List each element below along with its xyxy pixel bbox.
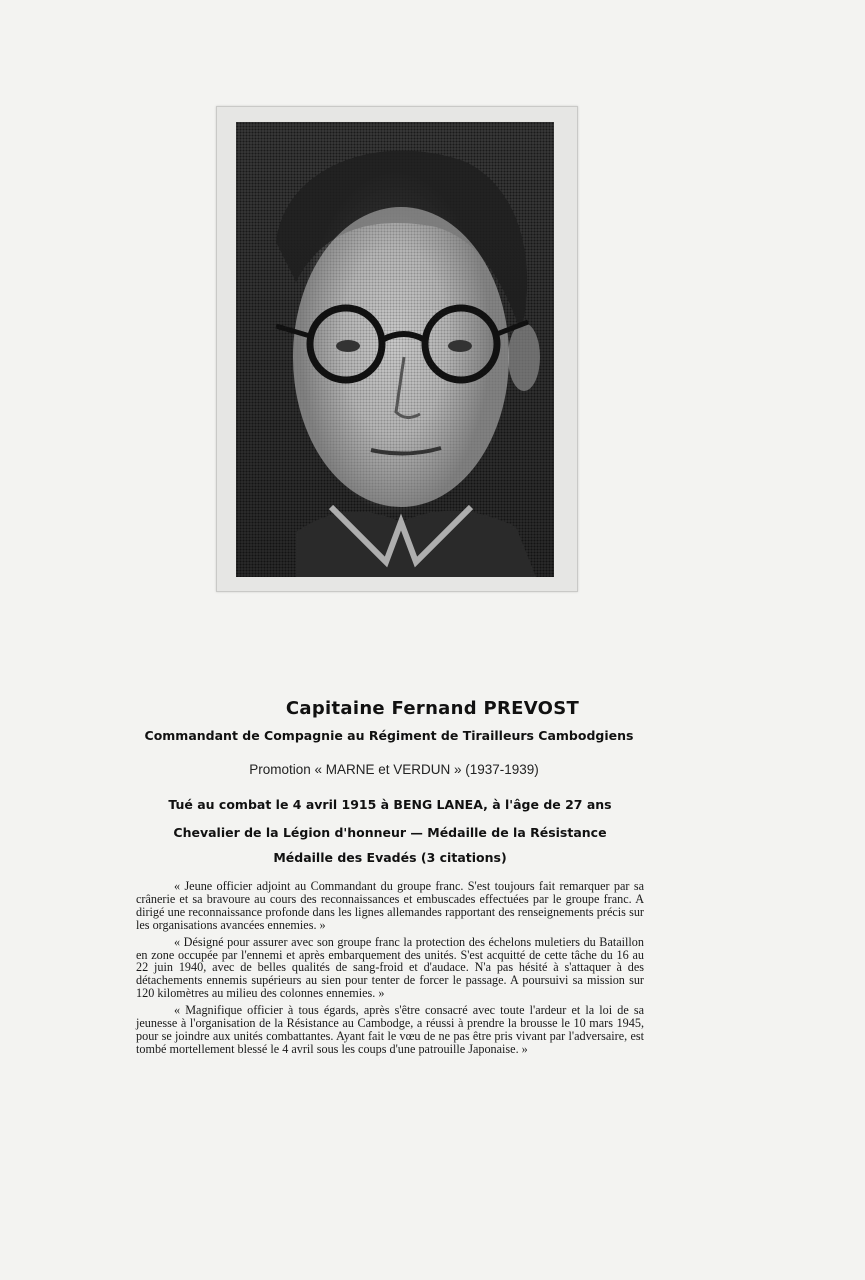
- honors-line: Chevalier de la Légion d'honneur — Médaille de la Résistance: [173, 825, 607, 840]
- citation-paragraph: « Désigné pour assurer avec son groupe franc la protection des échelons muletiers du Bataillon en zone occupée par l'ennemi et après embarquement des unités. S'est acquitté de cette tâche du 16 au 22 juin 1940, avec de belles qualités de sang-froid et d'audace. N'a pas hésité à s'attaquer à des détachements ennemis supérieurs au sien pour tenter de forcer le passage. A poursuivi sa mission sur 120 kilomètres au milieu des colonnes ennemies. »: [136, 934, 644, 1001]
- portrait-photo: [236, 122, 554, 577]
- page-title: Capitaine Fernand PREVOST: [285, 698, 580, 719]
- citation-paragraph: « Jeune officier adjoint au Commandant du groupe franc. S'est toujours fait remarquer par sa crânerie et sa bravoure au cours des reconnaissances et embuscades effectuées par le groupe franc. A dirigé une reconnaissance profonde dans les lignes allemandes rapportant des renseignements précis sur les organisations avancées ennemies. »: [136, 879, 644, 932]
- rank-subtitle: Commandant de Compagnie au Régiment de Tirailleurs Cambodgiens: [144, 728, 634, 743]
- death-line: Tué au combat le 4 avril 1915 à BENG LANEA, à l'âge de 27 ans: [168, 797, 612, 812]
- citations-block: [136, 880, 644, 1060]
- citation-paragraph: « Magnifique officier à tous égards, après s'être consacré avec toute l'ardeur et la loi de sa jeunesse à l'organisation de la Résistance au Cambodge, a réussi à prendre la brousse le 10 mars 1945, pour se joindre aux unités combattantes. Ayant fait le vœu de ne pas être pris vivant par l'adversaire, est tombé mortellement blessé le 4 avril sous les coups d'une patrouille Japonaise. »: [136, 1003, 644, 1056]
- portrait-illustration: [236, 122, 554, 577]
- photo-mount: [216, 106, 578, 592]
- medal-line: Médaille des Evadés (3 citations): [273, 850, 507, 865]
- promotion-line: Promotion « MARNE et VERDUN » (1937-1939): [249, 762, 539, 777]
